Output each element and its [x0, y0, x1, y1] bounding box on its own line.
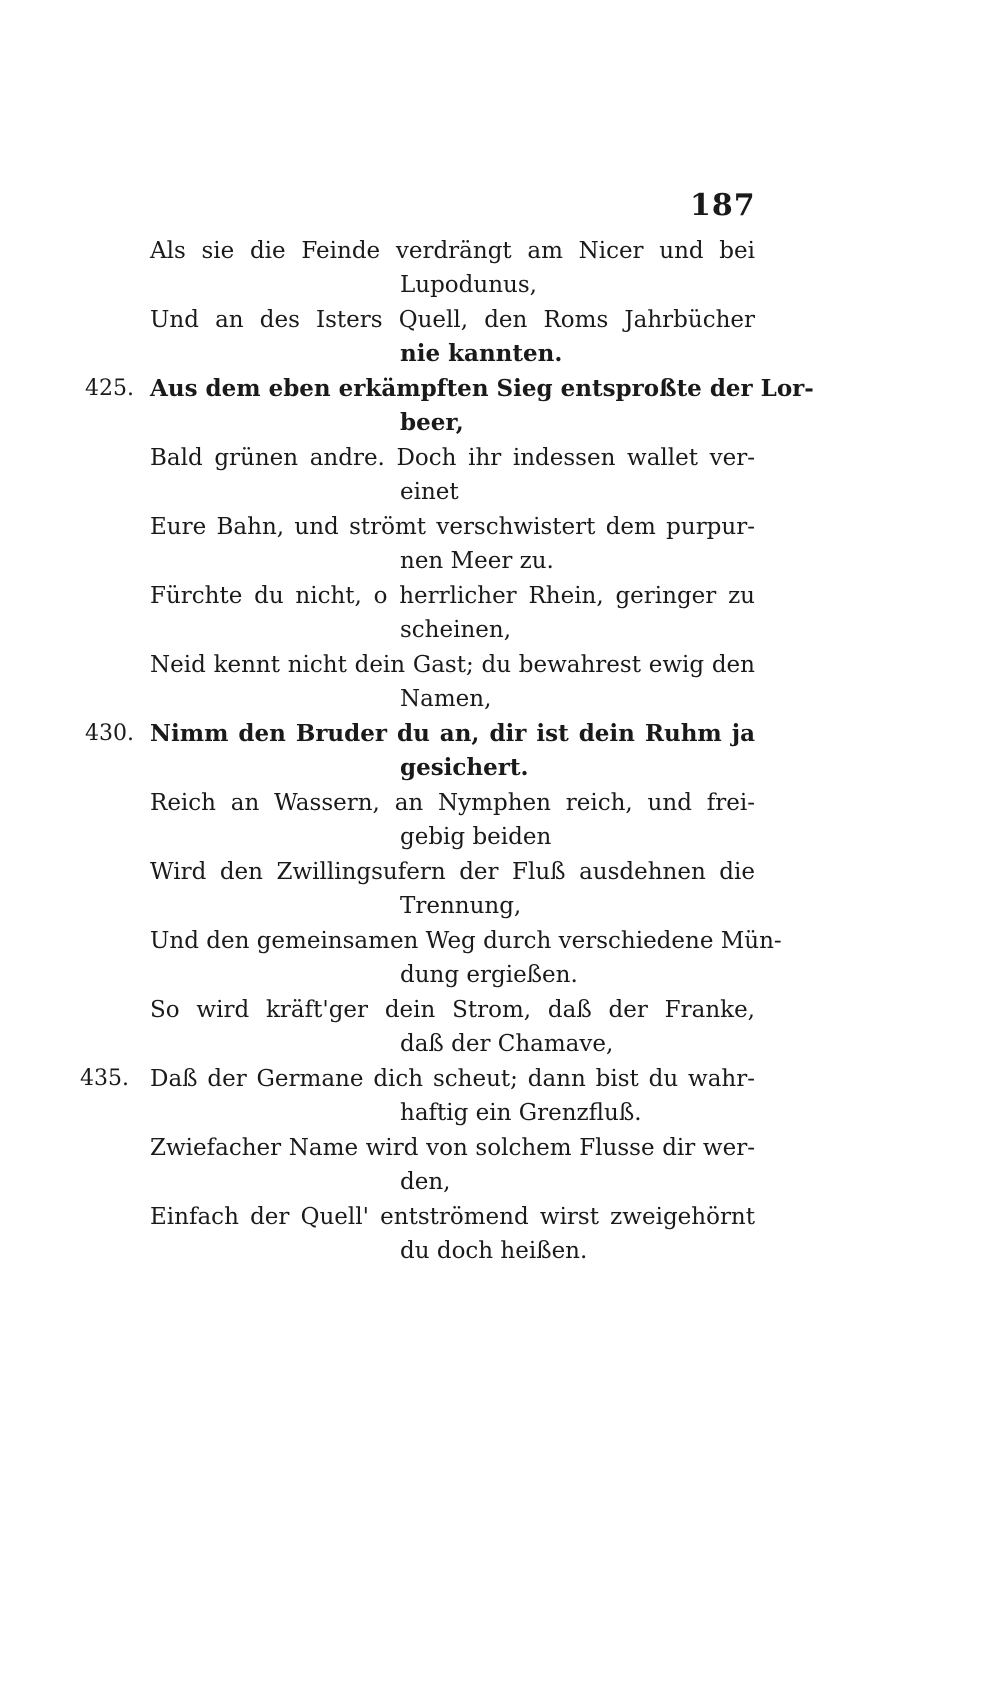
verse-text: Nimm den Bruder du an, dir ist dein Ruhm ja	[150, 720, 755, 747]
verse-line	[0, 475, 1000, 509]
verse-line	[0, 1027, 1000, 1061]
verse-text: Und den gemeinsamen Weg durch verschiedene Mün-	[150, 928, 782, 954]
verse-line	[0, 337, 1000, 371]
line-number: 430.	[85, 721, 134, 746]
verse-line	[0, 993, 1000, 1027]
verse-line	[0, 579, 1000, 613]
line-number: 425.	[85, 376, 134, 401]
verse-text: nen Meer zu.	[400, 548, 554, 574]
verse-text: So wird kräft'ger dein Strom, daß der Franke,	[150, 997, 755, 1023]
page-number: 187	[690, 188, 756, 223]
verse-line	[0, 717, 1000, 751]
verse-line	[0, 303, 1000, 337]
verse-text: einet	[400, 479, 459, 505]
verse-text: Wird den Zwillingsufern der Fluß ausdehnen die	[150, 859, 755, 885]
verse-text: Eure Bahn, und strömt verschwistert dem purpur-	[150, 514, 755, 540]
verse-line	[0, 924, 1000, 958]
verse-text: Einfach der Quell' entströmend wirst zweigehörnt	[150, 1204, 755, 1230]
verse-line	[0, 958, 1000, 992]
verse-text: haftig ein Grenzfluß.	[400, 1100, 642, 1126]
verse-line	[0, 1131, 1000, 1165]
verse-text: Bald grünen andre. Doch ihr indessen wallet ver-	[150, 445, 755, 471]
verse-text: daß der Chamave,	[400, 1031, 614, 1057]
verse-line	[0, 786, 1000, 820]
line-number: 435.	[80, 1066, 129, 1091]
verse-line	[0, 510, 1000, 544]
verse-line	[0, 372, 1000, 406]
verse-text: gebig beiden	[400, 824, 552, 850]
verse-text: du doch heißen.	[400, 1238, 588, 1264]
verse-line	[0, 406, 1000, 440]
verse-line	[0, 1165, 1000, 1199]
verse-text: Namen,	[400, 686, 492, 712]
verse-text: Aus dem eben erkämpften Sieg entsproßte der Lor-	[150, 375, 814, 402]
verse-line	[0, 268, 1000, 302]
verse-text: dung ergießen.	[400, 962, 578, 988]
verse-line	[0, 751, 1000, 785]
verse-text: Zwiefacher Name wird von solchem Flusse dir wer-	[150, 1135, 755, 1161]
verse-line	[0, 682, 1000, 716]
verse-line	[0, 1096, 1000, 1130]
verse-text: Reich an Wassern, an Nymphen reich, und frei-	[150, 790, 755, 816]
verse-line	[0, 1234, 1000, 1268]
verse-line	[0, 441, 1000, 475]
verse-text: Lupodunus,	[400, 272, 537, 298]
verse-line	[0, 855, 1000, 889]
verse-line	[0, 544, 1000, 578]
verse-line	[0, 889, 1000, 923]
verse-line	[0, 1062, 1000, 1096]
verse-text: Daß der Germane dich scheut; dann bist du wahr-	[150, 1066, 755, 1092]
verse-text: scheinen,	[400, 617, 512, 643]
verse-text: Trennung,	[400, 893, 522, 919]
verse-text: Fürchte du nicht, o herrlicher Rhein, geringer zu	[150, 583, 755, 609]
verse-text: Und an des Isters Quell, den Roms Jahrbücher	[150, 307, 755, 333]
verse-line	[0, 648, 1000, 682]
verse-text: Neid kennt nicht dein Gast; du bewahrest ewig den	[150, 652, 755, 678]
verse-text: gesichert.	[400, 754, 529, 781]
verse-line	[0, 613, 1000, 647]
verse-line	[0, 820, 1000, 854]
verse-text: nie kannten.	[400, 340, 563, 367]
verse-text: Als sie die Feinde verdrängt am Nicer und bei	[150, 238, 755, 264]
verse-text: den,	[400, 1169, 451, 1195]
verse-line	[0, 1200, 1000, 1234]
verse-line	[0, 234, 1000, 268]
verse-text: beer,	[400, 409, 464, 436]
